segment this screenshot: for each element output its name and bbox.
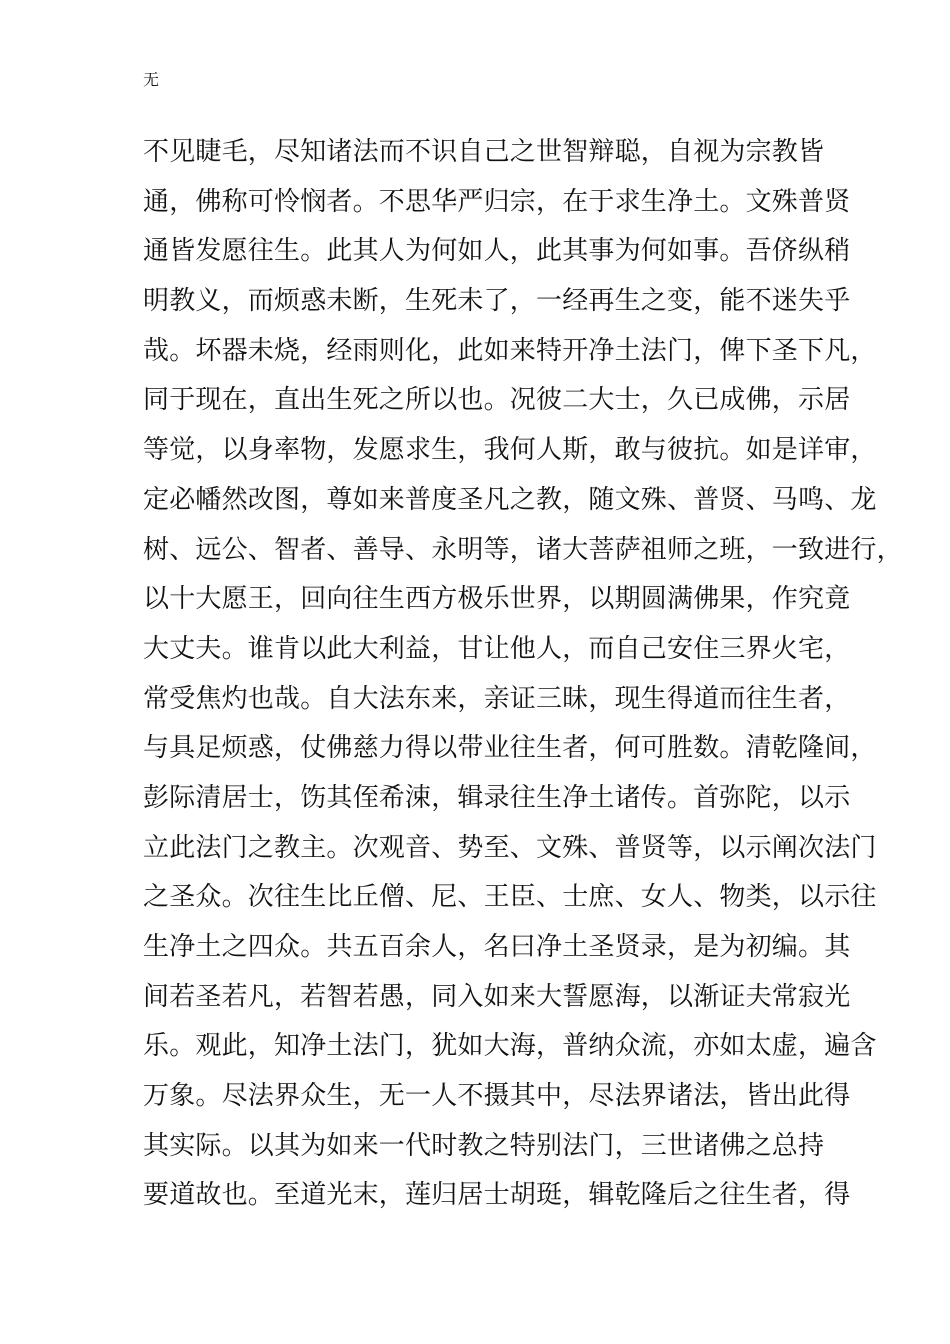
text-line: 定必幡然改图，尊如来普度圣凡之教，随文殊、普贤、马鸣、龙 — [143, 484, 877, 515]
text-line: 万象。尽法界众生，无一人不摄其中，尽法界诸法，皆出此得 — [143, 1081, 851, 1112]
text-line: 大丈夫。谁肯以此大利益，甘让他人，而自己安住三界火宅， — [143, 633, 851, 664]
text-line: 要道故也。至道光末，莲归居士胡珽，辑乾隆后之往生者，得 — [143, 1180, 851, 1211]
text-line: 彭际清居士，饬其侄希涑，辑录往生净土诸传。首弥陀，以示 — [143, 782, 851, 813]
text-line: 明教义，而烦惑未断，生死未了，一经再生之变，能不迷失乎 — [143, 286, 851, 317]
text-line: 同于现在，直出生死之所以也。况彼二大士，久已成佛，示居 — [143, 385, 851, 416]
text-line: 生净土之四众。共五百余人，名曰净土圣贤录，是为初编。其 — [143, 932, 851, 962]
text-line: 等觉，以身率物，发愿求生，我何人斯，敢与彼抗。如是详审， — [143, 435, 877, 466]
text-line: 间若圣若凡，若智若愚，同入如来大誓愿海，以渐证夫常寂光 — [143, 981, 851, 1012]
page-header-text: 无 — [143, 70, 160, 89]
text-line: 常受焦灼也哉。自大法东来，亲证三昧，现生得道而往生者， — [143, 683, 851, 714]
text-line: 以十大愿王，回向往生西方极乐世界，以期圆满佛果，作究竟 — [143, 584, 851, 615]
body-text — [143, 128, 903, 1221]
text-line: 与具足烦惑，仗佛慈力得以带业往生者，何可胜数。清乾隆间， — [143, 733, 877, 764]
text-line: 哉。坏器未烧，经雨则化，此如来特开净土法门，俾下圣下凡， — [143, 335, 877, 366]
text-line: 不见睫毛，尽知诸法而不识自己之世智辩聪，自视为宗教皆 — [143, 137, 825, 167]
text-line: 通皆发愿往生。此其人为何如人，此其事为何如事。吾侪纵稍 — [143, 236, 851, 267]
text-line: 之圣众。次往生比丘僧、尼、王臣、士庶、女人、物类，以示往 — [143, 882, 877, 913]
text-line: 立此法门之教主。次观音、势至、文殊、普贤等，以示阐次法门 — [143, 832, 877, 863]
text-line: 其实际。以其为如来一代时教之特别法门，三世诸佛之总持 — [143, 1130, 825, 1161]
text-line: 树、远公、智者、善导、永明等，诸大菩萨祖师之班，一致进行， — [143, 534, 903, 565]
text-line: 通，佛称可怜悯者。不思华严归宗，在于求生净土。文殊普贤 — [143, 186, 851, 217]
text-line: 乐。观此，知净土法门，犹如大海，普纳众流，亦如太虚，遍含 — [143, 1031, 877, 1062]
